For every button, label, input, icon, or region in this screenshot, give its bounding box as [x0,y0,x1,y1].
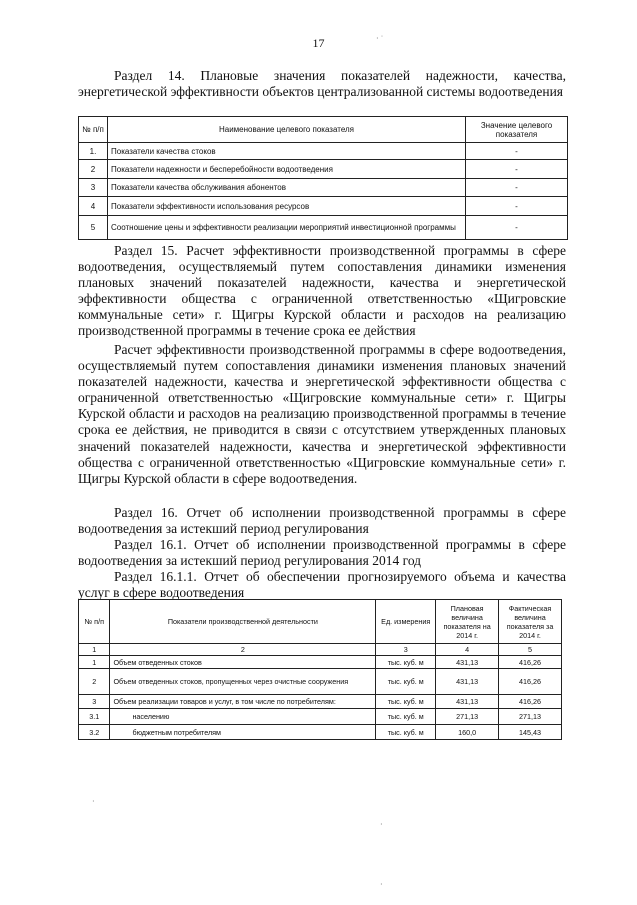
table-row [79,216,568,240]
col-header-unit: Ед. измерения [376,600,436,644]
row-unit: тыс. куб. м [376,709,436,725]
row-num: 3 [79,695,110,709]
col-number: 3 [376,644,436,656]
row-num: 3.1 [79,709,110,725]
table-row [79,669,562,695]
col-number: 1 [79,644,110,656]
row-name: Соотношение цены и эффективности реализации мероприятий инвестиционной программы [108,216,466,240]
row-fact: 416,26 [499,669,562,695]
row-name: Показатели качества стоков [108,143,466,160]
row-unit: тыс. куб. м [376,656,436,669]
col-header-num: № п/п [79,117,108,143]
col-header-indicator: Показатели производственной деятельности [110,600,376,644]
row-value: - [466,143,568,160]
row-num: 1 [79,656,110,669]
col-number: 4 [436,644,499,656]
section16-1-1-heading: Раздел 16.1.1. Отчет об обеспечении прогнозируемого объема и качества услуг в сфере водоотведения [78,569,566,601]
row-plan: 271,13 [436,709,499,725]
row-fact: 416,26 [499,656,562,669]
col-header-plan: Плановая величина показателя на 2014 г. [436,600,499,644]
table-row [79,179,568,197]
section14-heading: Раздел 14. Плановые значения показателей надежности, качества, энергетической эффективности объектов централизованной системы водоотведения [78,68,566,100]
row-num: 4 [79,197,108,216]
row-num: 1. [79,143,108,160]
row-indicator: Объем реализации товаров и услуг, в том числе по потребителям: [110,695,376,709]
col-number: 2 [110,644,376,656]
row-value: - [466,179,568,197]
row-fact: 271,13 [499,709,562,725]
row-unit: тыс. куб. м [376,725,436,740]
table-row [79,143,568,160]
scan-speck: · [380,880,383,889]
section16-1-heading: Раздел 16.1. Отчет об исполнении производственной программы в сфере водоотведения за истекший период регулирования 2014 год [78,537,566,569]
row-num: 2 [79,160,108,179]
table-row [79,695,562,709]
row-plan: 431,13 [436,656,499,669]
col-header-fact: Фактическая величина показателя за 2014 г. [499,600,562,644]
column-number-row [79,644,562,656]
row-indicator: Объем отведенных стоков, пропущенных через очистные сооружения [110,669,376,695]
target-indicators-table [78,116,568,240]
scan-speck: · [92,797,95,806]
table-row [79,656,562,669]
table-row [79,725,562,740]
row-indicator: населению [110,709,376,725]
row-num: 5 [79,216,108,240]
table-header-row [79,600,562,644]
row-fact: 416,26 [499,695,562,709]
table-row [79,160,568,179]
page-number: 17 [312,36,325,50]
scan-speck: · [380,820,383,829]
row-unit: тыс. куб. м [376,695,436,709]
row-plan: 431,13 [436,695,499,709]
section16-heading: Раздел 16. Отчет об исполнении производственной программы в сфере водоотведения за истекший период регулирования [78,505,566,537]
scan-speck: · ˙ [376,34,384,43]
row-indicator: бюджетным потребителям [110,725,376,740]
row-fact: 145,43 [499,725,562,740]
row-num: 3.2 [79,725,110,740]
section15-heading: Раздел 15. Расчет эффективности производственной программы в сфере водоотведения, осуществляемый путем сопоставления динамики изменения плановых значений показателей надежности, качества и энергетической эффективности общества с ограниченной ответственностью «Щигровские коммунальные сети» г. Щигры Курской области и расходов на реализацию производственной программы в течение срока ее действия [78,243,566,339]
section15-body: Расчет эффективности производственной программы в сфере водоотведения, осуществляемый путем сопоставления динамики изменения плановых значений показателей надежности, качества и энергетической эффективности общества с ограниченной ответственностью «Щигровские коммунальные сети» г. Щигры Курской области и расходов на реализацию производственной программы в течение срока ее действия, не приводится в связи с отсутствием утвержденных плановых значений показателей надежности, качества и энергетической эффективности общества с ограниченной ответственностью «Щигровские коммунальные сети» г. Щигры Курской области в сфере водоотведения. [78,342,566,486]
table-row [79,709,562,725]
row-value: - [466,197,568,216]
row-indicator: Объем отведенных стоков [110,656,376,669]
row-plan: 160,0 [436,725,499,740]
row-unit: тыс. куб. м [376,669,436,695]
col-header-name: Наименование целевого показателя [108,117,466,143]
production-report-table [78,599,562,740]
table-header-row [79,117,568,143]
row-name: Показатели эффективности использования ресурсов [108,197,466,216]
row-plan: 431,13 [436,669,499,695]
col-number: 5 [499,644,562,656]
row-num: 3 [79,179,108,197]
row-num: 2 [79,669,110,695]
row-name: Показатели качества обслуживания абонентов [108,179,466,197]
col-header-value: Значение целевого показателя [466,117,568,143]
row-value: - [466,160,568,179]
table-row [79,197,568,216]
row-name: Показатели надежности и бесперебойности водоотведения [108,160,466,179]
col-header-num: № п/п [79,600,110,644]
row-value: - [466,216,568,240]
